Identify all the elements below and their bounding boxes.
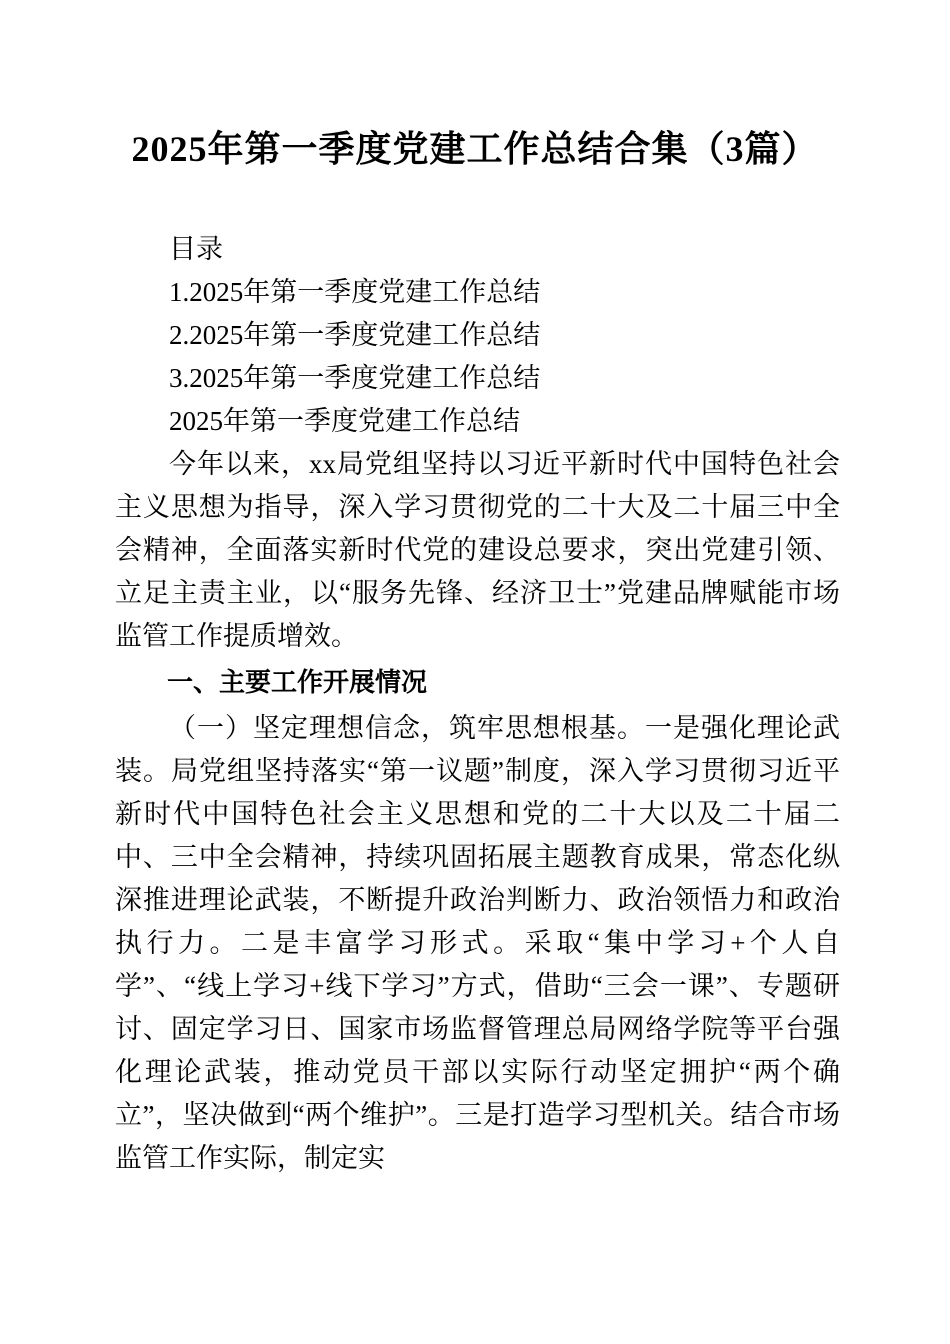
toc-item-2: 2.2025年第一季度党建工作总结 [169,319,541,350]
body-paragraph: （一）坚定理想信念，筑牢思想根基。一是强化理论武装。局党组坚持落实“第一议题”制度，深入学习贯彻习近平新时代中国特色社会主义思想和党的二十大以及二十届二中、三中全会精神，持续巩固拓展主题教育成果，常态化纵深推进理论武装，不断提升政治判断力、政治领悟力和政治执行力。二是丰富学习形式。采取“集中学习+个人自学”、“线上学习+线下学习”方式，借助“三会一课”、专题研讨、固定学习日、国家市场监督管理总局网络学院等平台强化理论武装，推动党员干部以实际行动坚定拥护“两个确立”，坚决做到“两个维护”。三是打造学习型机关。结合市场监管工作实际，制定实 [115,712,840,1173]
section-heading: 一、主要工作开展情况 [167,666,428,697]
document-title: 2025年第一季度党建工作总结合集（3篇） [131,129,819,169]
toc-heading: 目录 [169,233,223,264]
intro-paragraph: 今年以来，xx局党组坚持以习近平新时代中国特色社会主义思想为指导，深入学习贯彻党的二十大及二十届三中全会精神，全面落实新时代党的建设总要求，突出党建引领、立足主责主业，以“服务先锋、经济卫士”党建品牌赋能市场监管工作提质增效。 [115,448,840,651]
toc-item-3: 3.2025年第一季度党建工作总结 [169,362,541,393]
section-title: 2025年第一季度党建工作总结 [169,405,520,436]
toc-item-1: 1.2025年第一季度党建工作总结 [169,276,541,307]
document-body [115,228,840,1180]
